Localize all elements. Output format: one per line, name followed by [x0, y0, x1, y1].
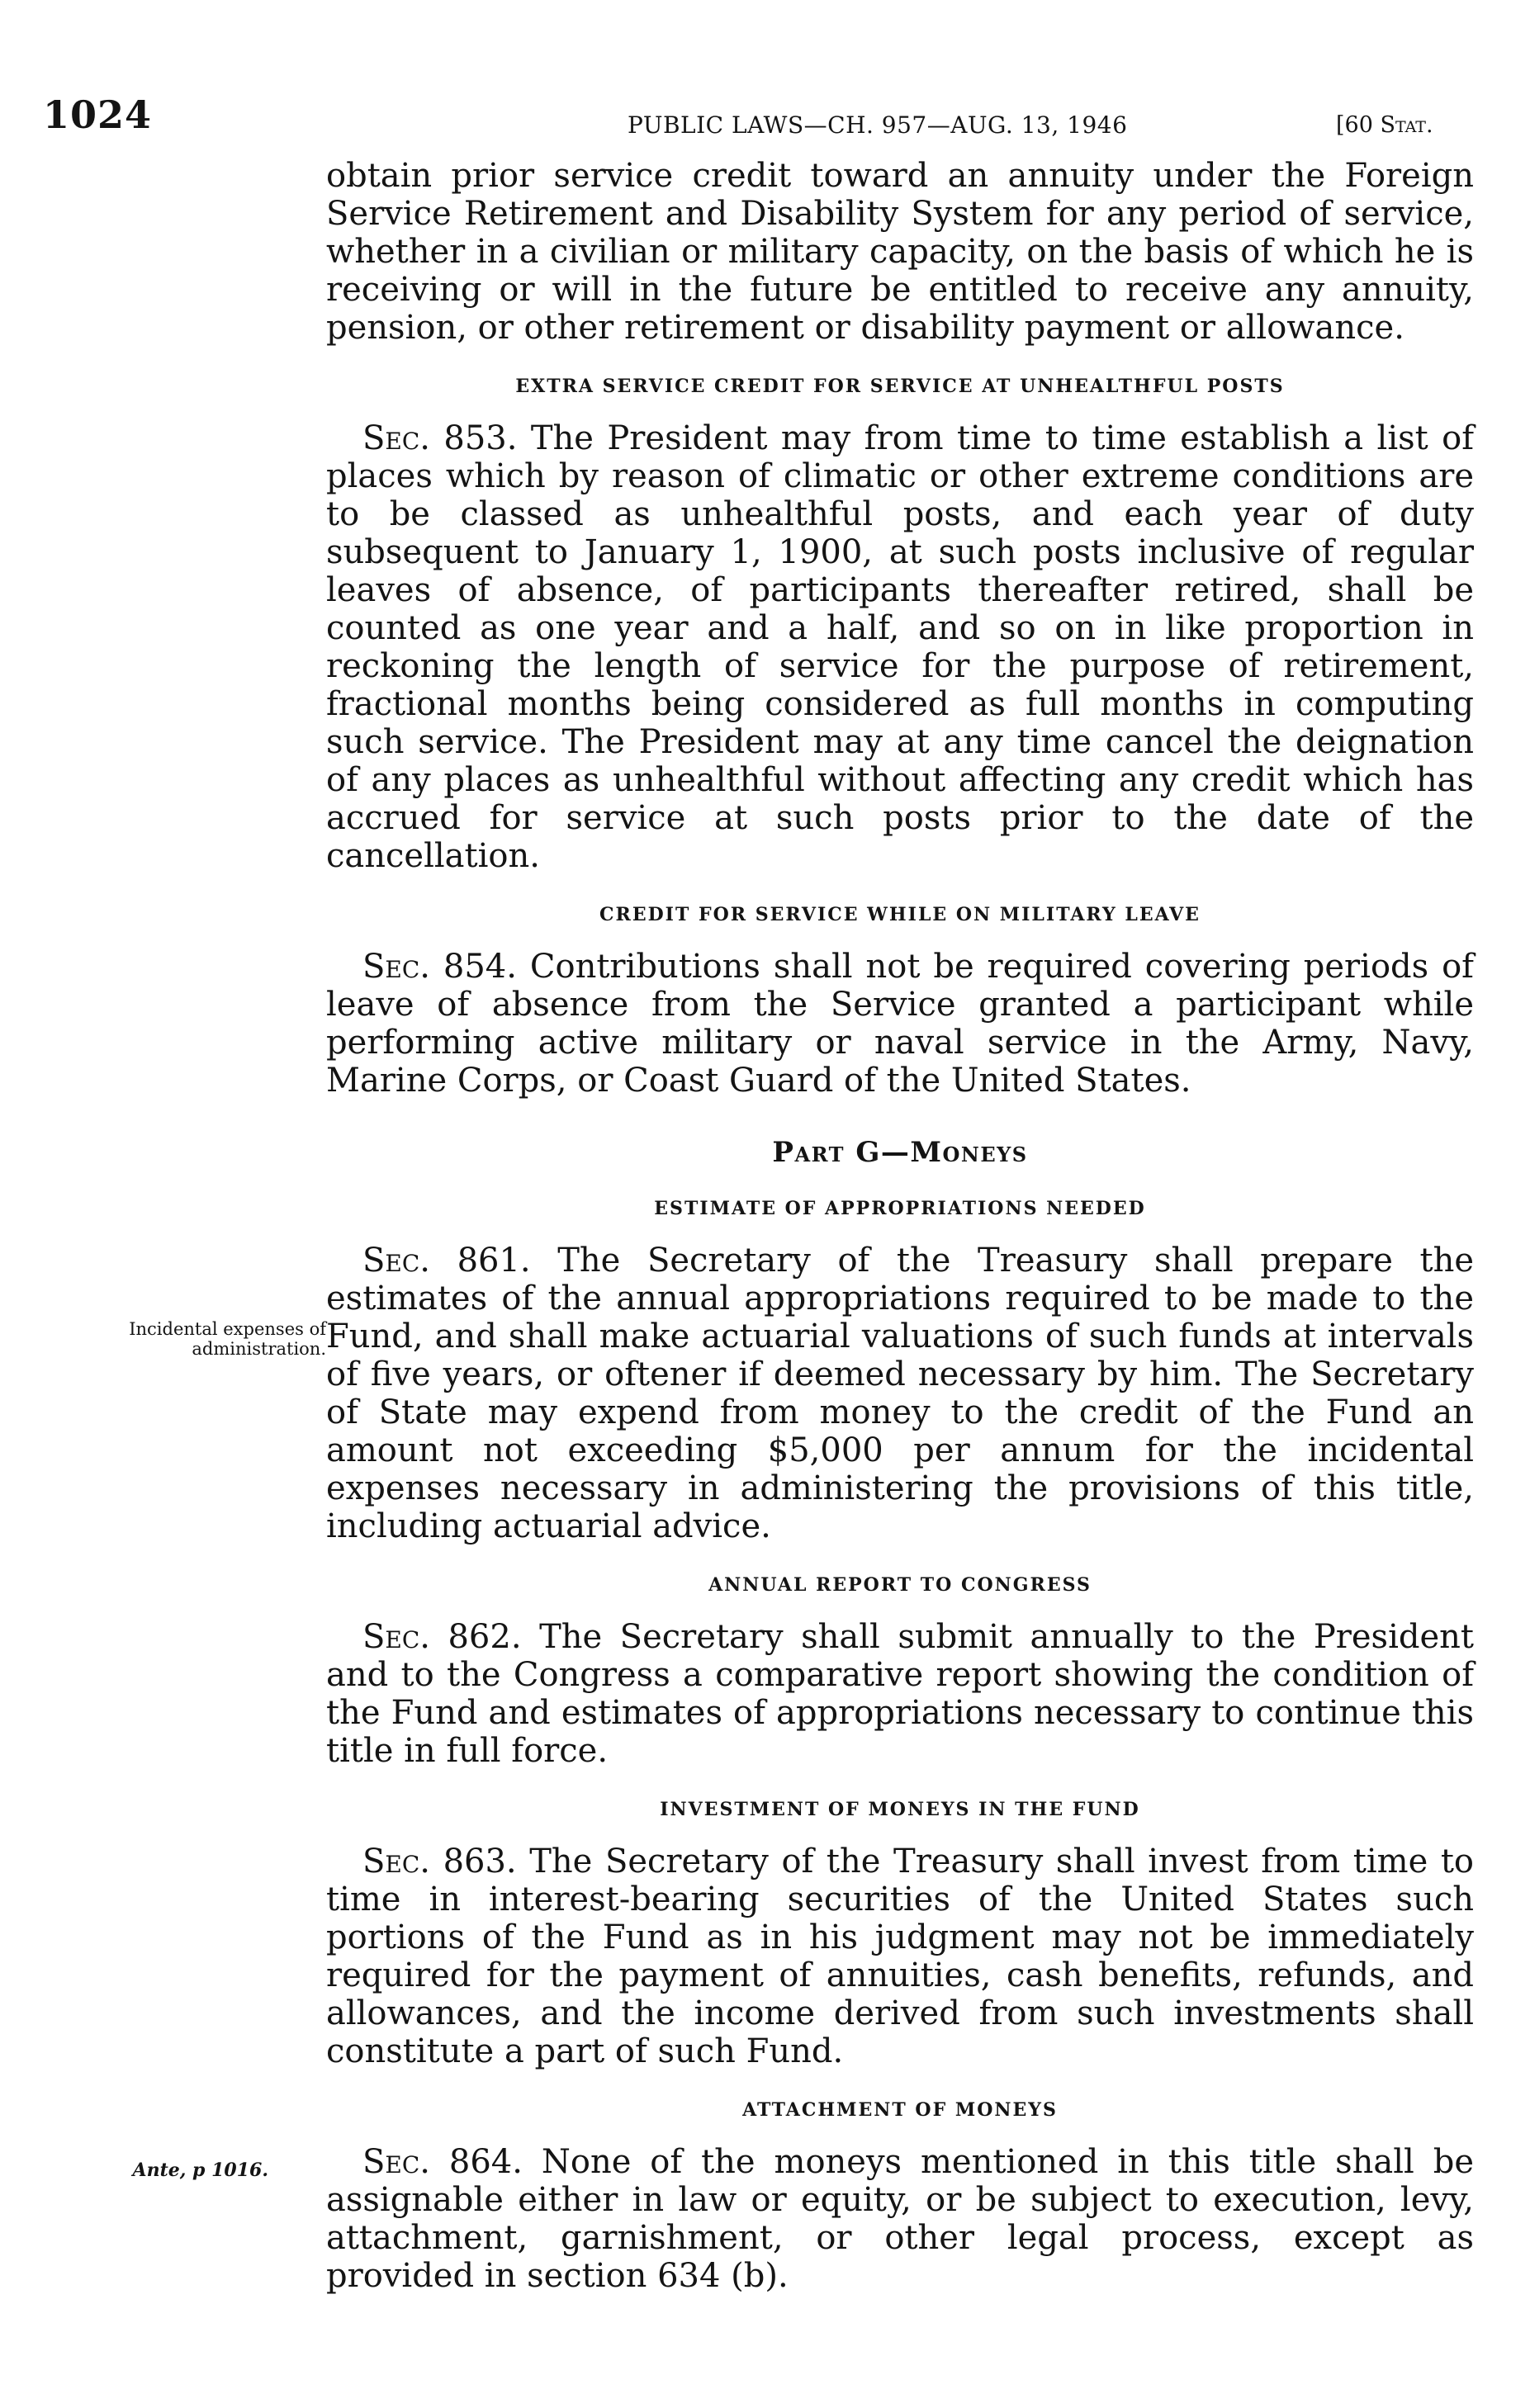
- section-853: [326, 419, 1474, 875]
- section-text-864: None of the moneys mentioned in this title shall be assignable either in law or equity, or be subject to execution, levy, attachment, garnishment, or other legal process, except as provided in section 634 (b).: [326, 2143, 1474, 2295]
- section-text-853: The President may from time to time establish a list of places which by reason of climatic or other extreme conditions are to be classed as unhealthful posts, and each year of duty subsequent to January 1, 1900, at such posts inclusive of regular leaves of absence, of participants thereafter retired, shall be counted as one year and a half, and so on in like proportion in reckoning the length of service for the purpose of retirement, fractional months being considered as full months in computing such service. The President may at any time cancel the deignation of any places as unhealthful without affecting any credit which has accrued for service at such posts prior to the date of the cancellation.: [326, 419, 1475, 875]
- running-head: PUBLIC LAWS—CH. 957—AUG. 13, 1946: [628, 111, 1128, 139]
- section-heading-853: EXTRA SERVICE CREDIT FOR SERVICE AT UNHEALTHFUL POSTS: [515, 376, 1285, 397]
- section-heading-862: ANNUAL REPORT TO CONGRESS: [708, 1574, 1092, 1596]
- section-862: [326, 1618, 1474, 1770]
- page-number: 1024: [43, 92, 153, 137]
- section-854: [326, 948, 1474, 1100]
- section-863: [326, 1843, 1474, 2070]
- section-heading-854: CREDIT FOR SERVICE WHILE ON MILITARY LEAVE: [599, 904, 1201, 925]
- section-text-854: Contributions shall not be required covering periods of leave of absence from the Service granted a participant while performing active military or naval service in the Army, Navy, Marine Corps, or Coast Guard of the United States.: [326, 948, 1474, 1100]
- section-864: [326, 2143, 1474, 2295]
- section-heading-861: ESTIMATE OF APPROPRIATIONS NEEDED: [654, 1198, 1146, 1219]
- section-text-861: The Secretary of the Treasury shall prepare the estimates of the annual appropriations required to be made to the Fund, and shall make actuarial valuations of such funds at intervals of five years, or oftener if deemed necessary by him. The Secretary of State may expend from money to the credit of the Fund an amount not exceeding $5,000 per annum for the incidental expenses necessary in administering the provisions of this title, including actuarial advice.: [326, 1242, 1474, 1545]
- body-column: [326, 157, 1474, 2295]
- margin-note-incidental-expenses: Incidental expenses of administration.: [129, 1319, 326, 1359]
- part-heading: Part G—Moneys: [772, 1136, 1028, 1169]
- volume-reference: [60 Stat.: [1336, 112, 1433, 138]
- margin-note-ante-text: Ante, p 1016.: [132, 2160, 268, 2181]
- section-label-861: Sec. 861.: [362, 1242, 531, 1280]
- section-label-853: Sec. 853.: [362, 419, 518, 457]
- section-heading-863: INVESTMENT OF MONEYS IN THE FUND: [660, 1799, 1140, 1820]
- margin-note-ante-reference: [78, 2160, 268, 2181]
- opening-paragraph: obtain prior service credit toward an annuity under the Foreign Service Retirement and Disability System for any period of service, whether in a civilian or military capacity, on the basis of which he is receiving or will in the future be entitled to receive any annuity, pension, or other retirement or disability payment or allowance.: [326, 157, 1474, 347]
- section-label-864: Sec. 864.: [362, 2143, 523, 2181]
- section-label-862: Sec. 862.: [362, 1618, 522, 1656]
- section-heading-864: ATTACHMENT OF MONEYS: [742, 2099, 1058, 2121]
- section-861: [326, 1242, 1474, 1545]
- section-text-862: The Secretary shall submit annually to the President and to the Congress a comparative report showing the condition of the Fund and estimates of appropriations necessary to continue this title in full force.: [326, 1618, 1474, 1770]
- section-label-854: Sec. 854.: [362, 948, 517, 986]
- section-text-863: The Secretary of the Treasury shall invest from time to time in interest-bearing securities of the United States such portions of the Fund as in his judgment may not be immediately required for the payment of annuities, cash benefits, refunds, and allowances, and the income derived from such investments shall constitute a part of such Fund.: [326, 1843, 1474, 2070]
- section-label-863: Sec. 863.: [362, 1843, 517, 1881]
